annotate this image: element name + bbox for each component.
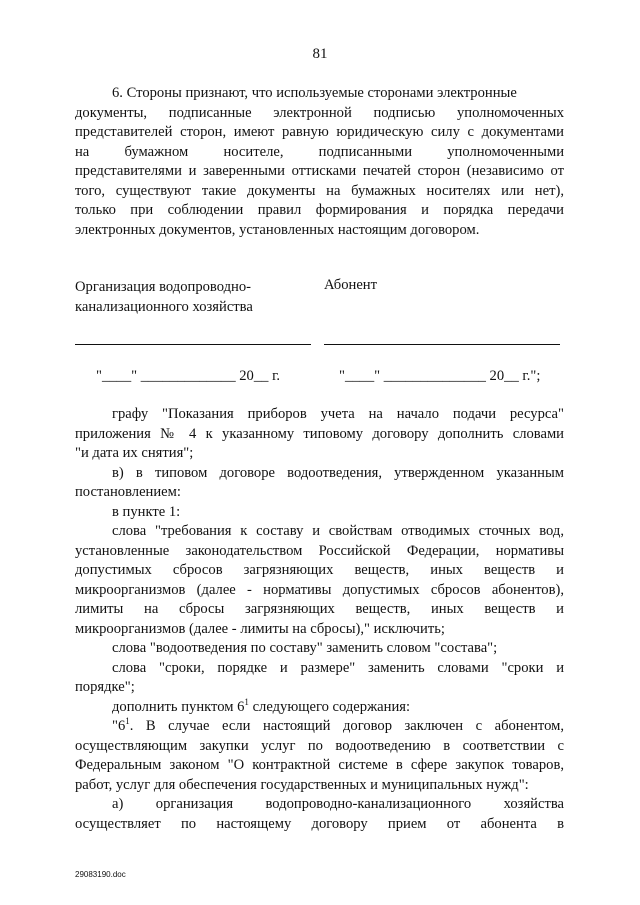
superscript: 1 — [244, 696, 249, 707]
paragraph-6 — [75, 84, 564, 240]
body-text — [75, 405, 564, 834]
signature-line-subscriber — [324, 344, 560, 345]
page-number: 81 — [312, 46, 328, 62]
text-line: слова "сроки, порядке и размере" заменить словами "сроки и — [112, 659, 564, 676]
text-line: лимиты на сбросы загрязняющих веществ, иных веществ и — [75, 601, 564, 617]
file-name-footer: 29083190.doc — [75, 870, 126, 879]
text-line: установленные законодательством Российской Федерации, нормативы — [75, 542, 564, 559]
text-line: микроорганизмов (далее - лимиты на сбросы)," исключить; — [75, 620, 445, 637]
text-line: порядке"; — [75, 679, 135, 695]
text-line: того, существуют такие документы на бумажных носителях или нет), — [75, 182, 564, 199]
text-line: электронных документов, установленных настоящим договором. — [75, 221, 480, 238]
text-line: микроорганизмов (далее - нормативы допустимых сбросов абонентов), — [75, 581, 564, 598]
text-line: приложения № 4 к указанному типовому договору дополнить словами — [75, 425, 564, 442]
signature-org-label — [75, 277, 253, 317]
text-line: работ, услуг для обеспечения государственных и муниципальных нужд": — [75, 776, 529, 793]
signature-line-org — [75, 344, 311, 345]
text-fragment: следующего содержания: — [252, 698, 411, 715]
org-label-line: канализационного хозяйства — [75, 299, 253, 315]
text-line: "и дата их снятия"; — [75, 445, 194, 461]
signature-date-org: "____" _____________ 20__ г. — [96, 368, 281, 384]
text-line — [75, 698, 564, 718]
text-line: 6. Стороны признают, что используемые сторонами электронные — [112, 85, 517, 101]
text-line: представителями и заверенными оттисками печатей сторон (независимо от — [75, 163, 564, 179]
text-line: осуществляет по настоящему договору прием от абонента в — [75, 815, 564, 832]
text-line: допустимых сбросов загрязняющих веществ, иных веществ и — [75, 562, 564, 578]
text-line: только при соблюдении правил формирования и порядка передачи — [75, 202, 564, 218]
text-line: в пункте 1: — [112, 503, 181, 520]
text-line: слова "водоотведения по составу" заменить словом "состава"; — [112, 640, 498, 656]
superscript: 1 — [125, 716, 130, 727]
text-line: Федеральным законом "О контрактной системе в сфере закупок товаров, — [75, 757, 564, 773]
text-line — [75, 717, 564, 737]
text-line: слова "требования к составу и свойствам отводимых сточных вод, — [112, 523, 564, 539]
text-fragment: дополнить пунктом 6 — [112, 698, 245, 715]
text-line: представителей сторон, имеют равную юридическую силу с документами — [75, 124, 564, 140]
text-line: постановлением: — [75, 484, 181, 500]
text-line: документы, подписанные электронной подписью уполномоченных — [75, 104, 564, 121]
text-line: на бумажном носителе, подписанными уполномоченными — [75, 143, 564, 160]
signature-subscriber-label: Абонент — [324, 277, 377, 293]
text-fragment: . В случае если настоящий договор заключен с абонентом, — [129, 718, 564, 734]
text-line: графу "Показания приборов учета на начало подачи ресурса" — [112, 406, 564, 422]
text-fragment: "6 — [112, 718, 126, 734]
org-label-line: Организация водопроводно- — [75, 279, 251, 295]
text-line: в) в типовом договоре водоотведения, утвержденном указанным — [112, 464, 564, 481]
signature-date-subscriber: "____" ______________ 20__ г."; — [339, 368, 541, 384]
text-line: а) организация водопроводно-канализационного хозяйства — [112, 796, 564, 812]
text-line: осуществляющим закупки услуг по водоотведению в соответствии с — [75, 737, 564, 754]
